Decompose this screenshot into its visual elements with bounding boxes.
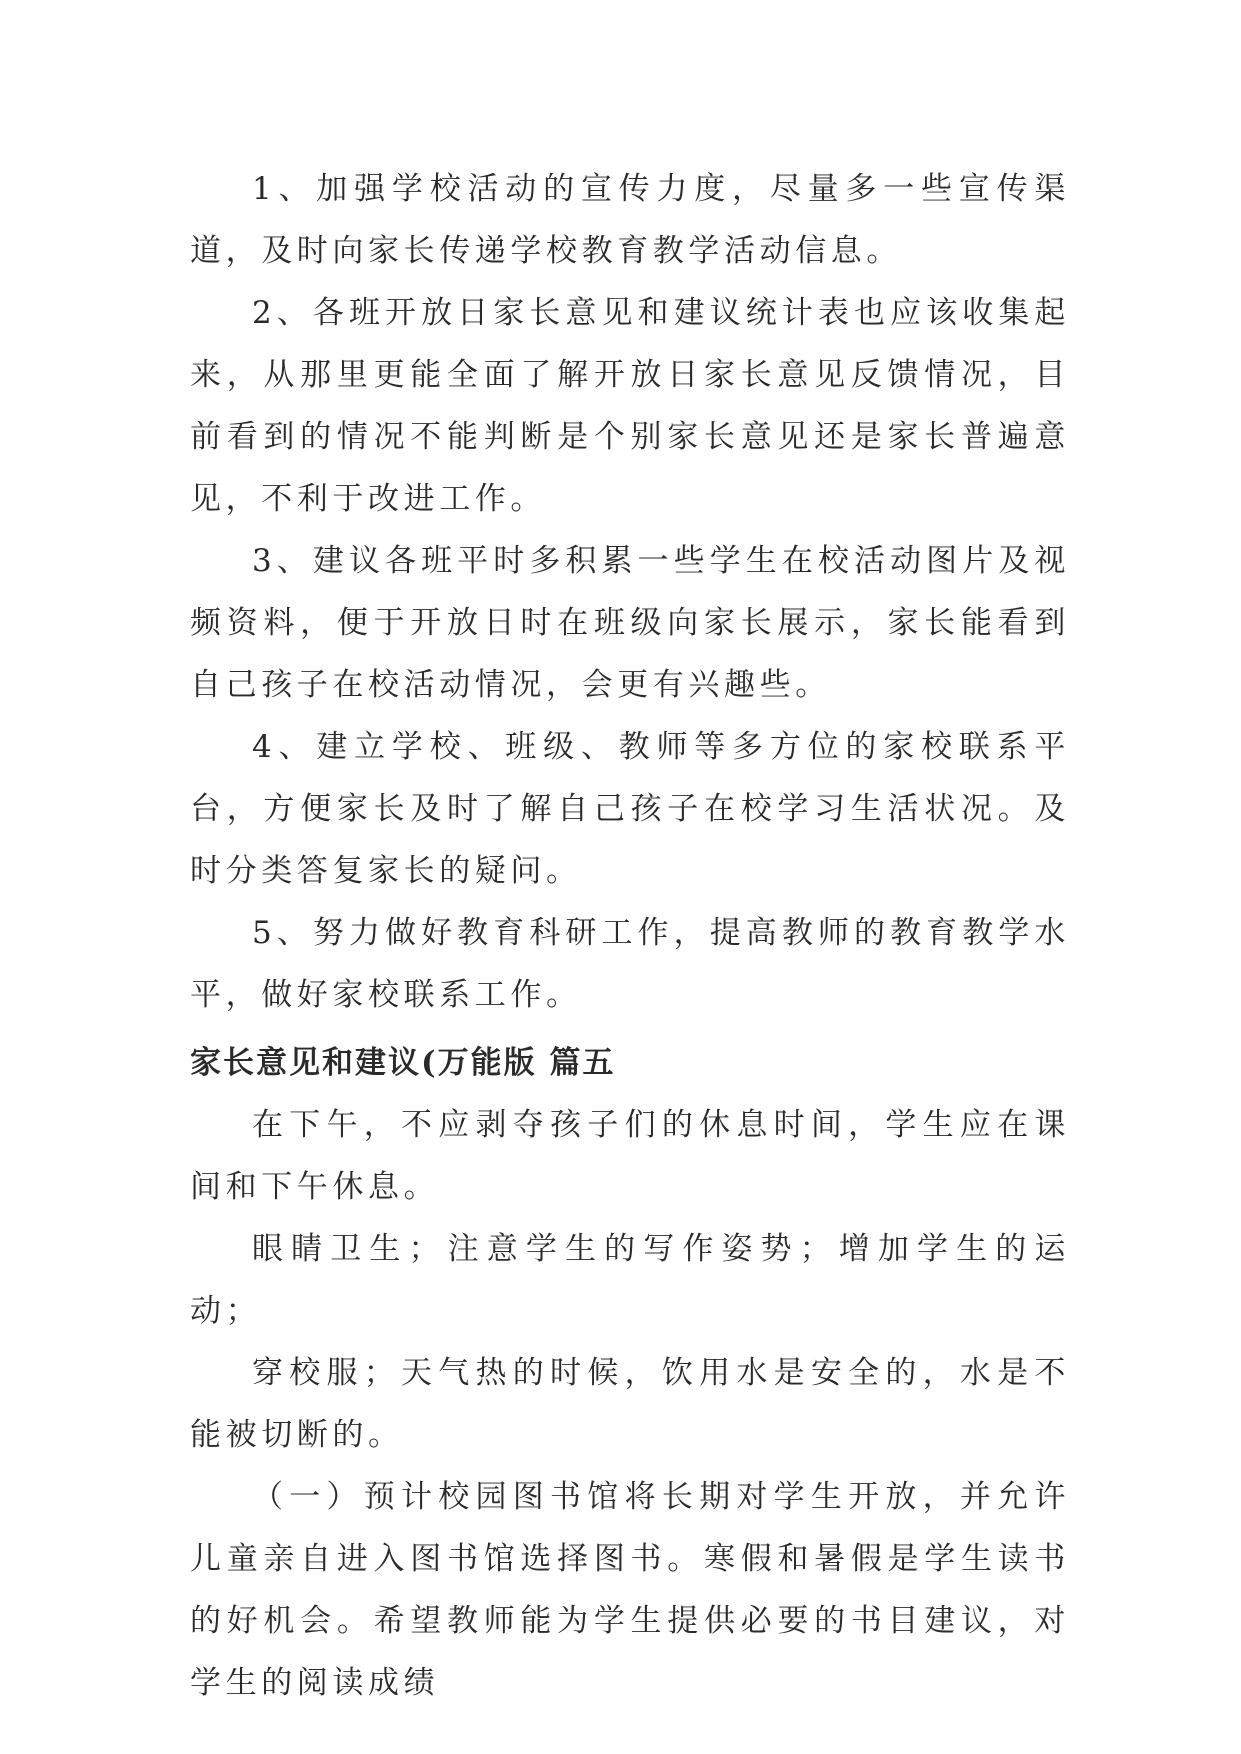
section-heading: 家长意见和建议(万能版 篇五	[190, 1045, 616, 1081]
paragraph-suggestion-1: 1、加强学校活动的宣传力度，尽量多一些宣传渠道，及时向家长传递学校教育教学活动信息。	[190, 171, 1070, 269]
paragraph-eye-hygiene: 眼睛卫生；注意学生的写作姿势；增加学生的运动；	[190, 1231, 1070, 1329]
paragraph-suggestion-5: 5、努力做好教育科研工作，提高教师的教育教学水平，做好家校联系工作。	[190, 915, 1070, 1013]
paragraph-suggestion-2: 2、各班开放日家长意见和建议统计表也应该收集起来，从那里更能全面了解开放日家长意见反馈情况，目前看到的情况不能判断是个别家长意见还是家长普遍意见，不利于改进工作。	[190, 295, 1070, 517]
paragraph-rest-time: 在下午，不应剥夺孩子们的休息时间，学生应在课间和下午休息。	[190, 1107, 1070, 1205]
paragraph-uniform-water: 穿校服；天气热的时候，饮用水是安全的，水是不能被切断的。	[190, 1355, 1070, 1453]
paragraph-suggestion-3: 3、建议各班平时多积累一些学生在校活动图片及视频资料，便于开放日时在班级向家长展示，家长能看到自己孩子在校活动情况，会更有兴趣些。	[190, 543, 1070, 703]
paragraph-library: （一）预计校园图书馆将长期对学生开放，并允许儿童亲自进入图书馆选择图书。寒假和暑假是学生读书的好机会。希望教师能为学生提供必要的书目建议，对学生的阅读成绩	[190, 1479, 1070, 1701]
suggestions-section	[190, 158, 1070, 1026]
section-five-body	[190, 1094, 1070, 1714]
paragraph-suggestion-4: 4、建立学校、班级、教师等多方位的家校联系平台，方便家长及时了解自己孩子在校学习生活状况。及时分类答复家长的疑问。	[190, 729, 1070, 889]
